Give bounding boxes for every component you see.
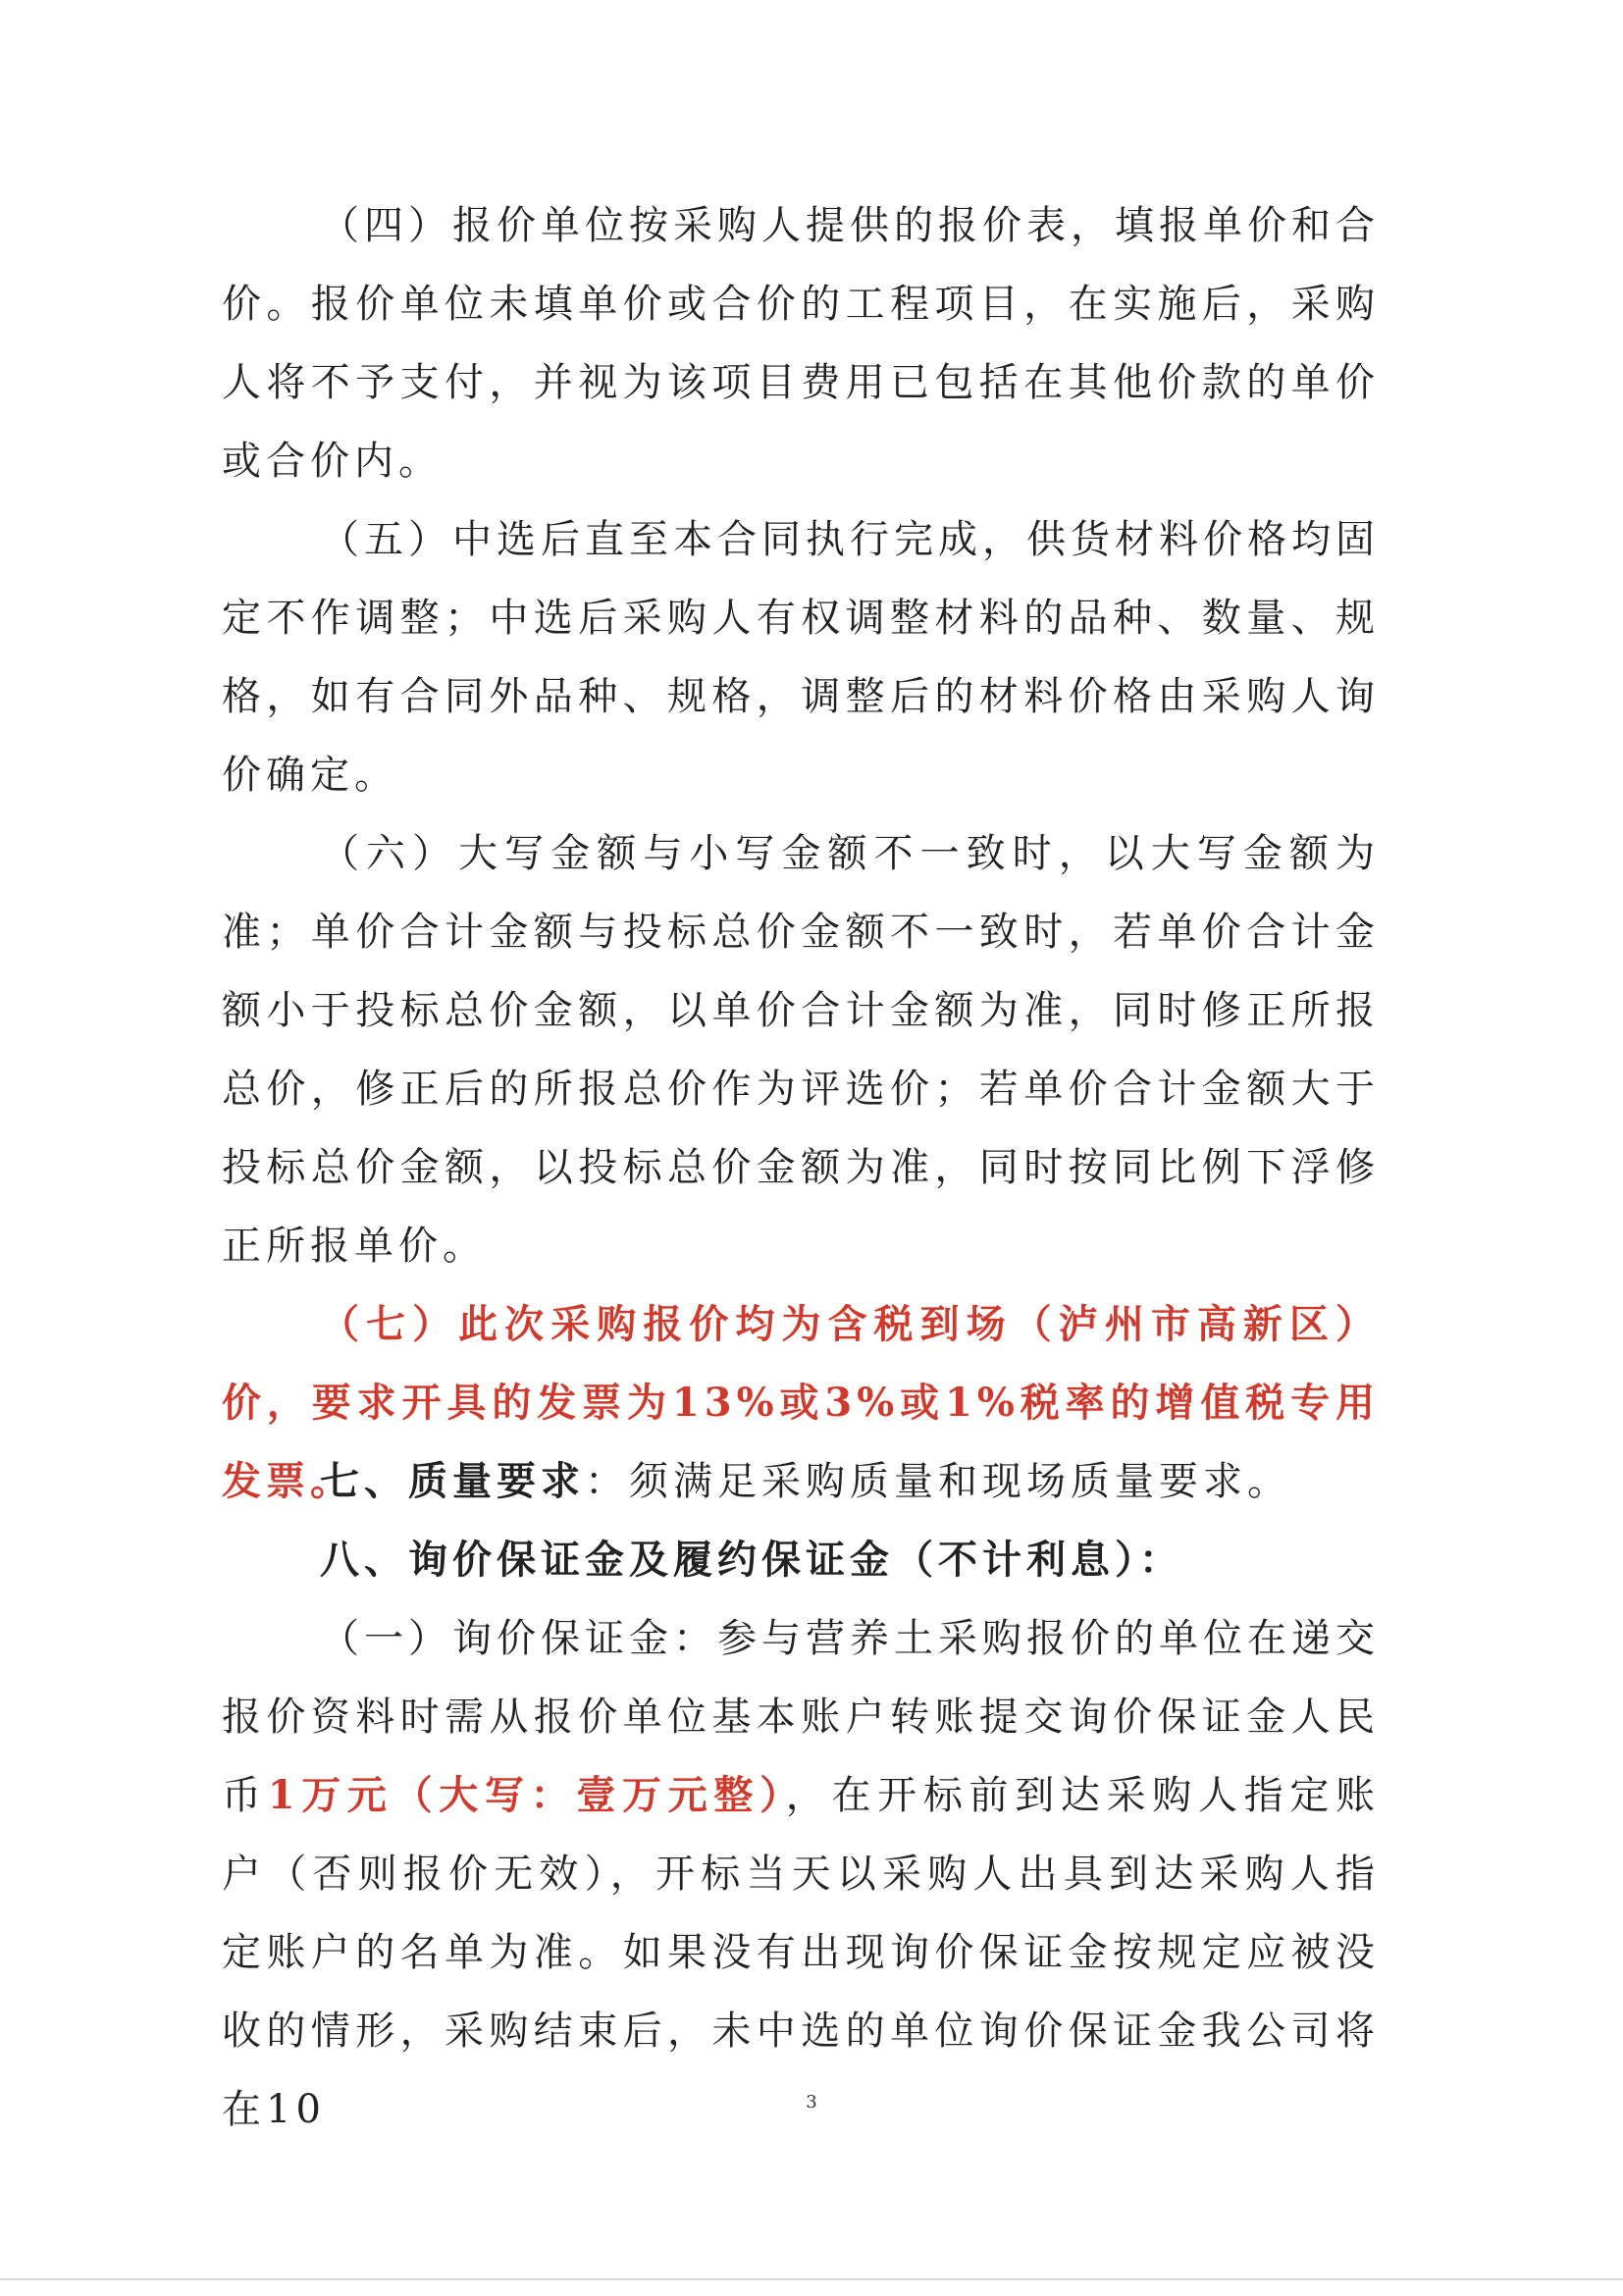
paragraph-4: （四）报价单位按采购人提供的报价表，填报单价和合价。报价单位未填单价或合价的工程项目，在实施后，采购人将不予支付，并视为该项目费用已包括在其他价款的单价或合价内。 xyxy=(222,203,1380,484)
section-8-colon: ： xyxy=(1139,1538,1183,1583)
subsection-1-text-b: ，在开标前到达采购人指定账户（否则报价无效），开标当天以采购人出具到达采购人指定账户的名单为准。如果没有出现询价保证金按规定应被没收的情形，采购结束后，未中选的单位询价保证金我公司将在10 xyxy=(222,1773,1381,2132)
deposit-amount-highlight: 1万元（大写：壹万元整） xyxy=(267,1772,786,1818)
paragraph-6: （六）大写金额与小写金额不一致时，以大写金额为准；单价合计金额与投标总价金额不一致时，若单价合计金额小于投标总价金额，以单价合计金额为准，同时修正所报总价，修正后的所报总价作为评选价；若单价合计金额大于投标总价金额，以投标总价金额为准，同时按同比例下浮修正所报单价。 xyxy=(222,831,1380,1269)
paragraph-5: （五）中选后直至本合同执行完成，供货材料价格均固定不作调整；中选后采购人有权调整材料的品种、数量、规格，如有合同外品种、规格，调整后的材料价格由采购人询价确定。 xyxy=(222,517,1380,798)
section-7-body: ：须满足采购质量和现场质量要求。 xyxy=(585,1459,1291,1504)
page-number: 3 xyxy=(806,2092,817,2113)
subsection-1-text-a: （一）询价保证金：参与营养土采购报价的单位在递交报价资料时需从报价单位基本账户转账提交询价保证金人民币 xyxy=(222,1616,1380,1818)
section-7-title: 七、质量要求 xyxy=(320,1459,585,1504)
section-7-line xyxy=(222,1442,1380,1521)
section-8-line xyxy=(222,1521,1380,1599)
section-8-title: 八、询价保证金及履约保证金（不计利息） xyxy=(320,1538,1139,1583)
subsection-1-deposit xyxy=(222,1599,1380,2149)
paragraph-7-highlight: （七）此次采购报价均为含税到场（泸州市高新区）价，要求开具的发票为13%或3%或1%税率的增值税专用发票。 xyxy=(222,1301,1380,1504)
scan-edge-line xyxy=(0,2278,1623,2280)
